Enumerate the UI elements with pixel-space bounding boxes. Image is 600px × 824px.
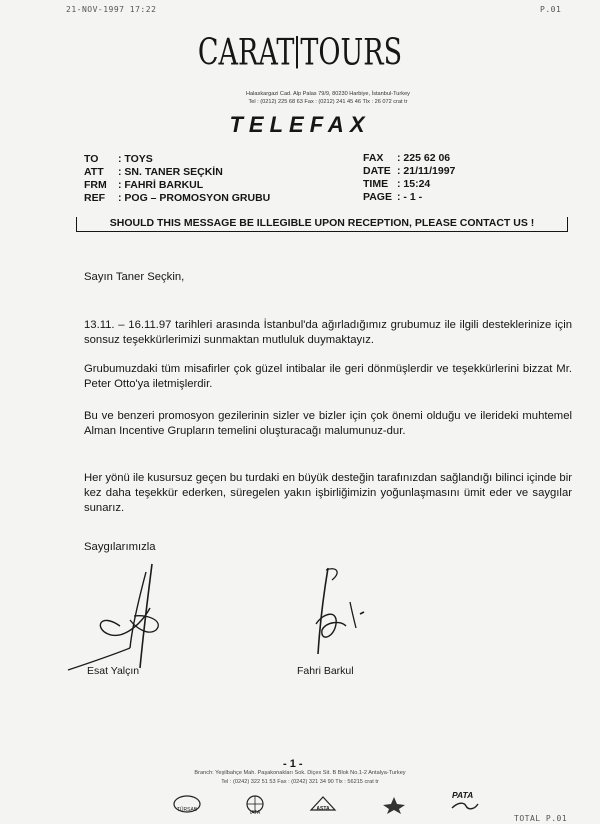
fax-details-block <box>363 152 455 204</box>
ref-label: REF <box>84 192 105 204</box>
fax-page-number: P.01 <box>540 5 562 14</box>
signatory-1-name: Esat Yalçın <box>87 665 140 677</box>
page-label: PAGE <box>363 191 392 203</box>
logo-text-left: CARAT <box>197 32 295 74</box>
tursab-badge <box>172 794 202 814</box>
frm-label: FRM <box>84 179 107 191</box>
star-badge <box>380 795 408 815</box>
ref-value: : POG – PROMOSYON GRUBU <box>118 192 271 204</box>
fax-label: FAX <box>363 152 384 164</box>
iata-badge <box>240 794 270 814</box>
recipient-block <box>84 153 270 205</box>
salutation: Sayın Taner Seçkin, <box>84 271 185 283</box>
letterhead-contact: Tel : (0212) 225 68 63 Fax : (0212) 241 45 46 Tlx : 26 072 crat tr <box>248 99 408 105</box>
closing: Saygılarımızla <box>84 541 156 553</box>
paragraph-2: Grubumuzdaki tüm misafirler çok güzel intibalar ile geri dönmüşlerdir ve teşekkürlerini bizzat Mr. Peter Otto'ya iletmişlerdir. <box>84 363 572 390</box>
logo-divider <box>296 36 298 68</box>
to-label: TO <box>84 153 99 165</box>
page-marker: - 1 - <box>283 758 303 770</box>
att-label: ATT <box>84 166 104 178</box>
asta-badge <box>307 794 339 814</box>
page-value: : - 1 - <box>397 191 423 203</box>
fax-timestamp: 21-NOV-1997 17:22 <box>66 5 157 14</box>
pata-label: PATA <box>452 790 474 800</box>
company-logo <box>0 32 600 74</box>
att-value: : SN. TANER SEÇKİN <box>118 166 223 178</box>
pata-badge <box>450 788 480 812</box>
branch-contact: Tel : (0242) 322 51 53 Fax : (0242) 321 34 90 Tlx : 56215 crat tr <box>221 779 379 785</box>
document-title: TELEFAX <box>229 112 371 137</box>
branch-address: Branch: Yeşilbahçe Mah. Paşakonakları Sok. Diçex Sit. B Blok No.1-2 Antalya-Turkey <box>194 770 406 776</box>
time-label: TIME <box>363 178 389 190</box>
signature-esat-yalcin <box>60 556 180 676</box>
paragraph-4: Her yönü ile kusursuz geçen bu turdaki en büyük desteğin tarafınızdan sağlandığı bilinci içinde bir kez daha teşekkür ederken, süregelen yakın işbirliğimizin yoğunlaşmasını ümit eder ve saygılar sunarız. <box>84 472 572 514</box>
frm-value: : FAHRİ BARKUL <box>118 179 204 191</box>
star-emblem-icon <box>380 795 408 815</box>
iata-label: IATA <box>249 810 261 816</box>
signature-fahri-barkul <box>298 562 378 662</box>
letterhead-address: Halaskargazi Cad. Alp Palas 79/9, 80230 Harbiye, İstanbul-Turkey <box>246 91 410 97</box>
date-label: DATE <box>363 165 391 177</box>
fax-total-pages: TOTAL P.01 <box>514 814 568 823</box>
asta-label: ASTA <box>316 806 330 812</box>
paragraph-1: 13.11. – 16.11.97 tarihleri arasında İstanbul'da ağırladığımız grubumuz ile ilgili desteklerinize için sonsuz teşekkürlerimizi sunmaktan mutluluk duymaktayız. <box>84 319 572 346</box>
logo-text-right: TOURS <box>300 32 403 74</box>
pata-wave-icon <box>450 800 480 812</box>
illegible-notice-banner: SHOULD THIS MESSAGE BE ILLEGIBLE UPON RECEPTION, PLEASE CONTACT US ! <box>76 217 568 232</box>
time-value: : 15:24 <box>397 178 431 190</box>
to-value: : TOYS <box>118 153 153 165</box>
date-value: : 21/11/1997 <box>397 165 456 177</box>
tursab-label: TÜRSAB <box>176 807 198 813</box>
paragraph-3: Bu ve benzeri promosyon gezilerinin sizler ve bizler için çok önemi olduğu ve ilerideki muhtemel Alman Incentive Grupların temelini oluşturacağı malumunuz-dur. <box>84 410 572 437</box>
fax-value: : 225 62 06 <box>397 152 451 164</box>
signatory-2-name: Fahri Barkul <box>297 665 354 677</box>
